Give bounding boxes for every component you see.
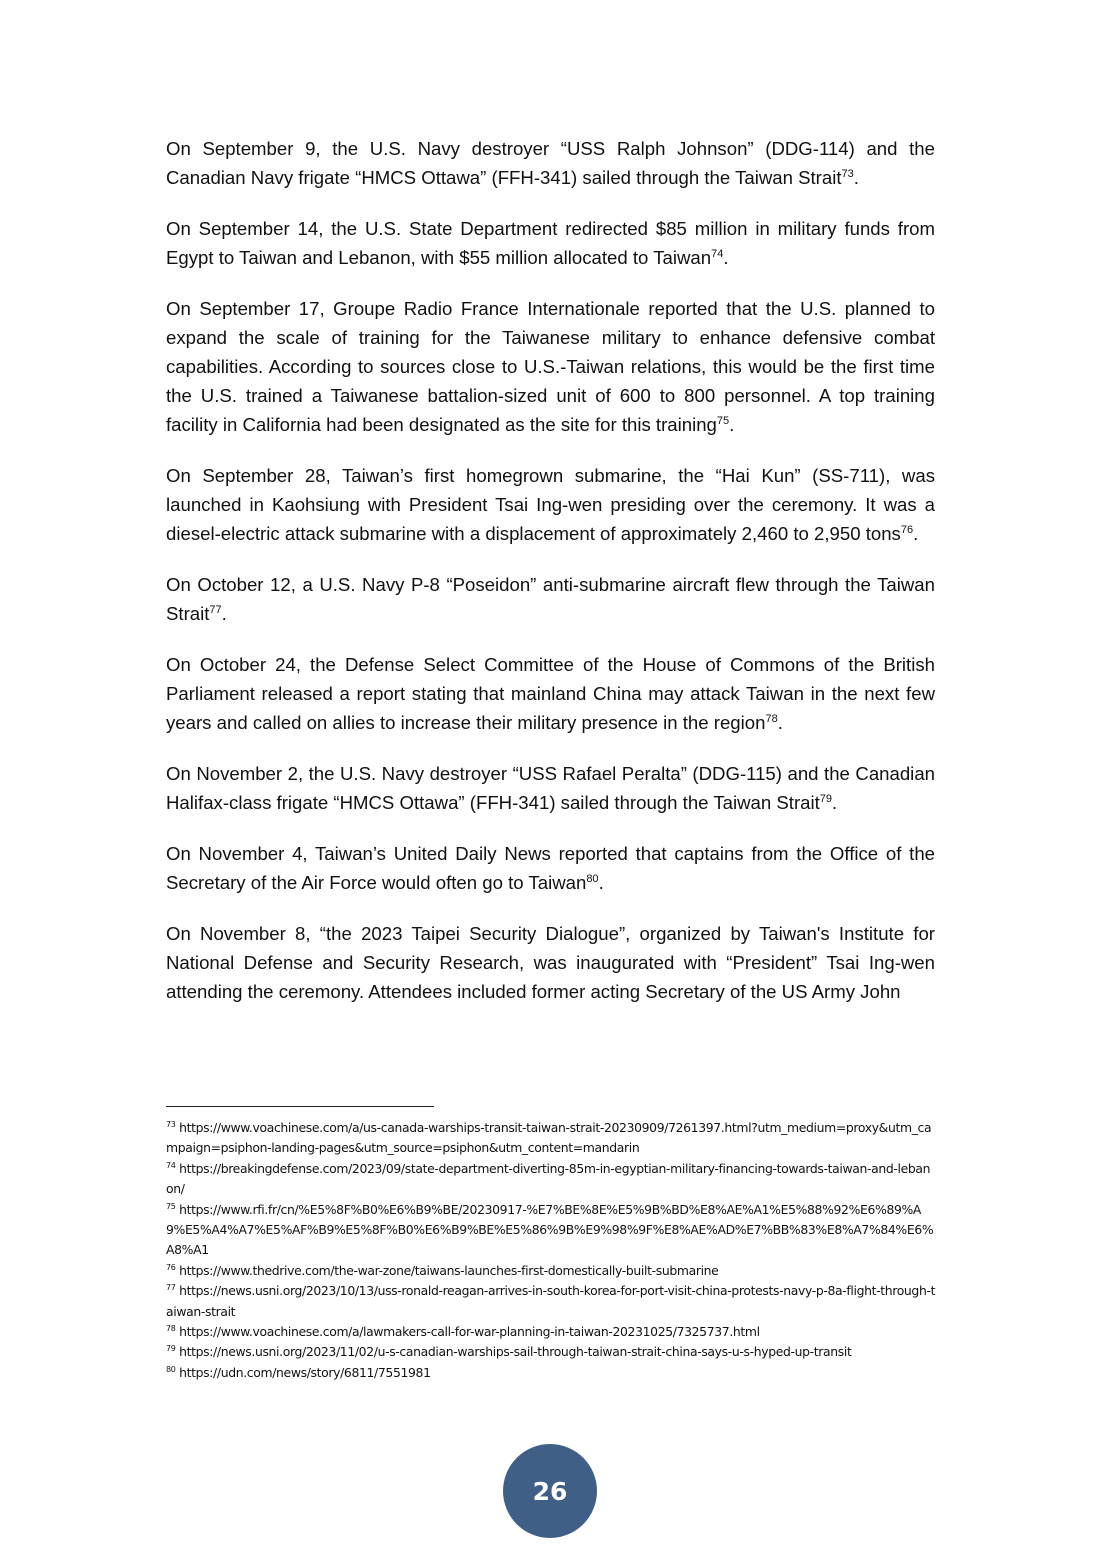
footnote-ref[interactable]: 79 (819, 792, 833, 805)
body-text (166, 134, 935, 1028)
footnote-ref[interactable]: 73 (841, 167, 854, 180)
footnote-76: $^{76}$ https://www.thedrive.com/the-war-zone/taiwans-launches-first-domestically-built-submarine (166, 1262, 719, 1278)
footnote-ref[interactable]: 80 (586, 872, 599, 885)
footnote-ref[interactable]: 75 (716, 414, 730, 427)
footnote-link[interactable]: https://www.rfi.fr/cn/%E5%8F%B0%E6%B9%BE/20230917-%E7%BE%8E%E5%9B%BD%E8%AE%A1%E5%88%92%E6%89%A9%E5%A4%A7%E5%AF%B9%E5%8F%B0%E6%B9%BE%E5%86%9B%E9%98%9F%E8%AE%AD%E7%BB%83%E8%A7%84%E6%A8%A1 (166, 1201, 934, 1258)
footnote-ref[interactable]: 78 (765, 712, 778, 725)
footnote-link[interactable]: https://breakingdefense.com/2023/09/state-department-diverting-85m-in-egyptian-military-financing-towards-taiwan-and-lebanon/ (166, 1160, 931, 1197)
footnote-73: $^{73}$ https://www.voachinese.com/a/us-canada-warships-transit-taiwan-strait-20230909/7261397.html?utm_medium=proxy&utm_campaign=psiphon-landing-pages&utm_source=psiphon&utm_content=mandarin (166, 1119, 932, 1156)
footnote-74: $^{74}$ https://breakingdefense.com/2023/09/state-department-diverting-85m-in-egyptian-military-financing-towards-taiwan-and-lebanon/ (166, 1160, 931, 1197)
footnote-80: $^{80}$ https://udn.com/news/story/6811/7551981 (166, 1364, 431, 1380)
paragraph-oct-12: On October 12, a U.S. Navy P-8 “Poseidon” anti-submarine aircraft flew through the Taiwan Strait$^{77}$. (166, 574, 935, 624)
page-number: 26 (532, 1476, 568, 1506)
footnote-link[interactable]: https://news.usni.org/2023/10/13/uss-ronald-reagan-arrives-in-south-korea-for-port-visit-china-protests-navy-p-8a-flight-through-taiwan-strait (166, 1283, 936, 1319)
footnote-link[interactable]: https://udn.com/news/story/6811/7551981 (179, 1364, 431, 1380)
footnotes (166, 1118, 936, 1383)
paragraph-sep-28: On September 28, Taiwan’s first homegrown submarine, the “Hai Kun” (SS-711), was launched in Kaohsiung with President Tsai Ing-wen presiding over the ceremony. It was a diesel-electric attack submarine with a displacement of approximately 2,460 to 2,950 tons$^{76}$. (166, 465, 935, 544)
footnote-79: $^{79}$ https://news.usni.org/2023/11/02/u-s-canadian-warships-sail-through-taiwan-strait-china-says-u-s-hyped-up-transit (166, 1344, 852, 1360)
footnote-link[interactable]: https://www.voachinese.com/a/lawmakers-call-for-war-planning-in-taiwan-20231025/7325737.html (179, 1324, 760, 1340)
footnote-link[interactable]: https://news.usni.org/2023/11/02/u-s-canadian-warships-sail-through-taiwan-strait-china-says-u-s-hyped-up-transit (179, 1344, 852, 1360)
footnote-78: $^{78}$ https://www.voachinese.com/a/lawmakers-call-for-war-planning-in-taiwan-20231025/7325737.html (166, 1323, 760, 1340)
footnote-ref[interactable]: 76 (900, 523, 914, 536)
page-number-badge (503, 1444, 597, 1538)
paragraph-sep-9: On September 9, the U.S. Navy destroyer “USS Ralph Johnson” (DDG-114) and the Canadian Navy frigate “HMCS Ottawa” (FFH-341) sailed through the Taiwan Strait$^{73}$. (166, 138, 935, 188)
paragraph-nov-4: On November 4, Taiwan’s United Daily News reported that captains from the Office of the Secretary of the Air Force would often go to Taiwan$^{80}$. (166, 843, 935, 893)
paragraph-oct-24: On October 24, the Defense Select Committee of the House of Commons of the British Parliament released a report stating that mainland China may attack Taiwan in the next few years and called on allies to increase their military presence in the region$^{78}$. (166, 654, 935, 733)
footnote-77: $^{77}$ https://news.usni.org/2023/10/13/uss-ronald-reagan-arrives-in-south-korea-for-port-visit-china-protests-navy-p-8a-flight-through-taiwan-strait (166, 1283, 936, 1319)
footnote-link[interactable]: https://www.voachinese.com/a/us-canada-warships-transit-taiwan-strait-20230909/7261397.html?utm_medium=proxy&utm_campaign=psiphon-landing-pages&utm_source=psiphon&utm_content=mandarin (166, 1120, 932, 1156)
footnote-link[interactable]: https://www.thedrive.com/the-war-zone/taiwans-launches-first-domestically-built-submarine (179, 1262, 719, 1278)
footnote-ref[interactable]: 74 (711, 247, 724, 260)
paragraph-nov-8: On November 8, “the 2023 Taipei Security Dialogue”, organized by Taiwan's Institute for National Defense and Security Research, was inaugurated with “President” Tsai Ing-wen attending the ceremony. Attendees included former acting Secretary of the US Army John (166, 923, 935, 1002)
paragraph-nov-2: On November 2, the U.S. Navy destroyer “USS Rafael Peralta” (DDG-115) and the Canadian Halifax-class frigate “HMCS Ottawa” (FFH-341) sailed through the Taiwan Strait$^{79}$. (166, 763, 935, 813)
footnote-divider (166, 1106, 434, 1107)
footnote-75: $^{75}$ https://www.rfi.fr/cn/%E5%8F%B0%E6%B9%BE/20230917-%E7%BE%8E%E5%9B%BD%E8%AE%A1%E5%88%92%E6%89%A9%E5%A4%A7%E5%AF%B9%E5%8F%B0%E6%B9%BE%E5%86%9B%E9%98%9F%E8%AE%AD%E7%BB%83%E8%A7%84%E6%A8%A1 (166, 1201, 934, 1258)
footnote-ref[interactable]: 77 (209, 603, 222, 616)
paragraph-sep-14: On September 14, the U.S. State Department redirected $85 million in military funds from Egypt to Taiwan and Lebanon, with $55 million allocated to Taiwan$^{74}$. (166, 218, 935, 268)
paragraph-sep-17: On September 17, Groupe Radio France Internationale reported that the U.S. planned to expand the scale of training for the Taiwanese military to enhance defensive combat capabilities. According to sources close to U.S.-Taiwan relations, this would be the first time the U.S. trained a Taiwanese battalion-sized unit of 600 to 800 personnel. A top training facility in California had been designated as the site for this training$^{75}$. (166, 298, 935, 435)
